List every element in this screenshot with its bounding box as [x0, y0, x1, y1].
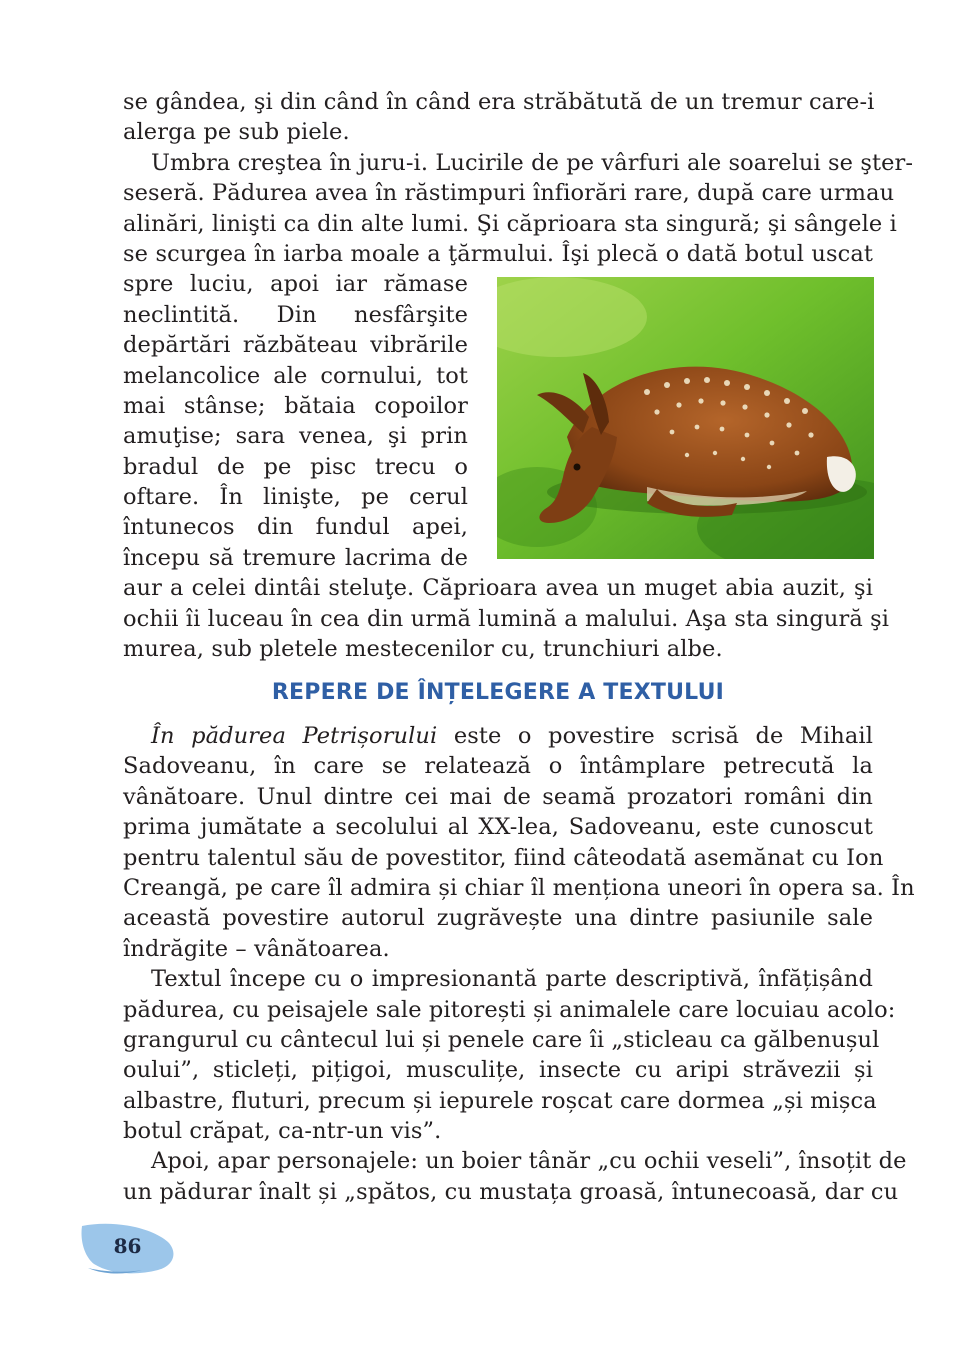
text-line: oftare. În linişte, pe cerul — [123, 484, 468, 511]
text-line: depărtări răzbăteau vibrările — [123, 332, 468, 359]
text-line: mai stânse; bătaia copoilor — [123, 392, 468, 419]
text-line: un pădurar înalt și „spătos, cu mustața groasă, întunecoasă, dar cu — [123, 1178, 899, 1205]
passage-text-bottom — [123, 721, 915, 1207]
text-line: albastre, fluturi, precum și iepurele roșcat care dormea „și mișca — [123, 1087, 877, 1114]
page-number: 86 — [113, 1234, 142, 1258]
text-line: aur a celei dintâi steluţe. Căprioara avea un muget abia auzit, şi — [123, 575, 873, 602]
text-line: amuţise; sara venea, şi prin — [123, 423, 468, 450]
text-line: ochii îi luceau în cea din urmă lumină a malului. Aşa sta singură şi — [123, 605, 890, 632]
text-line: Umbra creştea în juru-i. Lucirile de pe vârfuri ale soarelui se şter- — [151, 149, 914, 176]
text-line: oului”, sticleți, pițigoi, musculițe, insecte cu aripi străvezii și — [123, 1057, 873, 1084]
text-line: seseră. Pădurea avea în răstimpuri înfiorări rare, după care urmau — [123, 180, 895, 207]
section-heading: REPERE DE ÎNȚELEGERE A TEXTULUI — [271, 680, 725, 705]
text-line: Apoi, apar personajele: un boier tânăr „cu ochii veseli”, însoțit de — [151, 1148, 907, 1175]
text-line: se scurgea în iarba moale a ţărmului. Îşi plecă o dată botul uscat — [123, 240, 873, 267]
text-line: întunecos din fundul apei, — [123, 514, 468, 541]
text-line: pentru talentul său de povestitor, fiind câteodată asemănat cu Ion — [123, 844, 884, 871]
text-line: se gândea, şi din când în când era străbătută de un tremur care-i — [123, 89, 875, 115]
text-line: Textul începe cu o impresionantă parte descriptivă, înfățișând — [151, 966, 873, 993]
text-line: botul crăpat, ca-ntr-un vis”. — [123, 1118, 442, 1145]
text-line: această povestire autorul zugrăvește una dintre pasiunile sale — [123, 905, 873, 932]
text-line: Creangă, pe care îl admira și chiar îl menționa uneori în opera sa. În — [123, 874, 915, 901]
text-fragment: este o povestire scrisă de Mihail — [437, 723, 873, 749]
text-line: prima jumătate a secolului al XX-lea, Sadoveanu, este cunoscut — [123, 814, 873, 841]
text-line: murea, sub pletele mestecenilor cu, trunchiuri albe. — [123, 636, 723, 663]
text-line: îndrăgite – vânătoarea. — [123, 935, 390, 962]
text-line: pădurea, cu peisajele sale pitorești și animalele care locuiau acolo: — [123, 996, 896, 1023]
text-line: alerga pe sub piele. — [123, 119, 350, 146]
text-line — [123, 721, 873, 751]
text-line: spre luciu, apoi iar rămase — [123, 271, 468, 298]
text-line: începu să tremure lacrima de — [123, 544, 468, 571]
page-number-badge — [80, 1220, 175, 1276]
text-line: neclintită. Din nesfârşite — [123, 301, 468, 328]
text-line: vânătoare. Unul dintre cei mai de seamă prozatori români din — [123, 783, 873, 810]
text-line: alinări, linişti ca din alte lumi. Şi căprioara sta singură; şi sângele i — [123, 210, 897, 237]
text-line: bradul de pe pisc trecu o — [123, 453, 468, 480]
text-line: grangurul cu cântecul lui și penele care îi „sticleau ca gălbenușul — [123, 1026, 880, 1053]
work-title: În pădurea Petrișorului — [151, 723, 438, 749]
deer-photo — [497, 277, 874, 559]
text-line: Sadoveanu, în care se relatează o întâmplare petrecută la — [123, 753, 873, 780]
text-line: melancolice ale cornului, tot — [123, 362, 468, 389]
